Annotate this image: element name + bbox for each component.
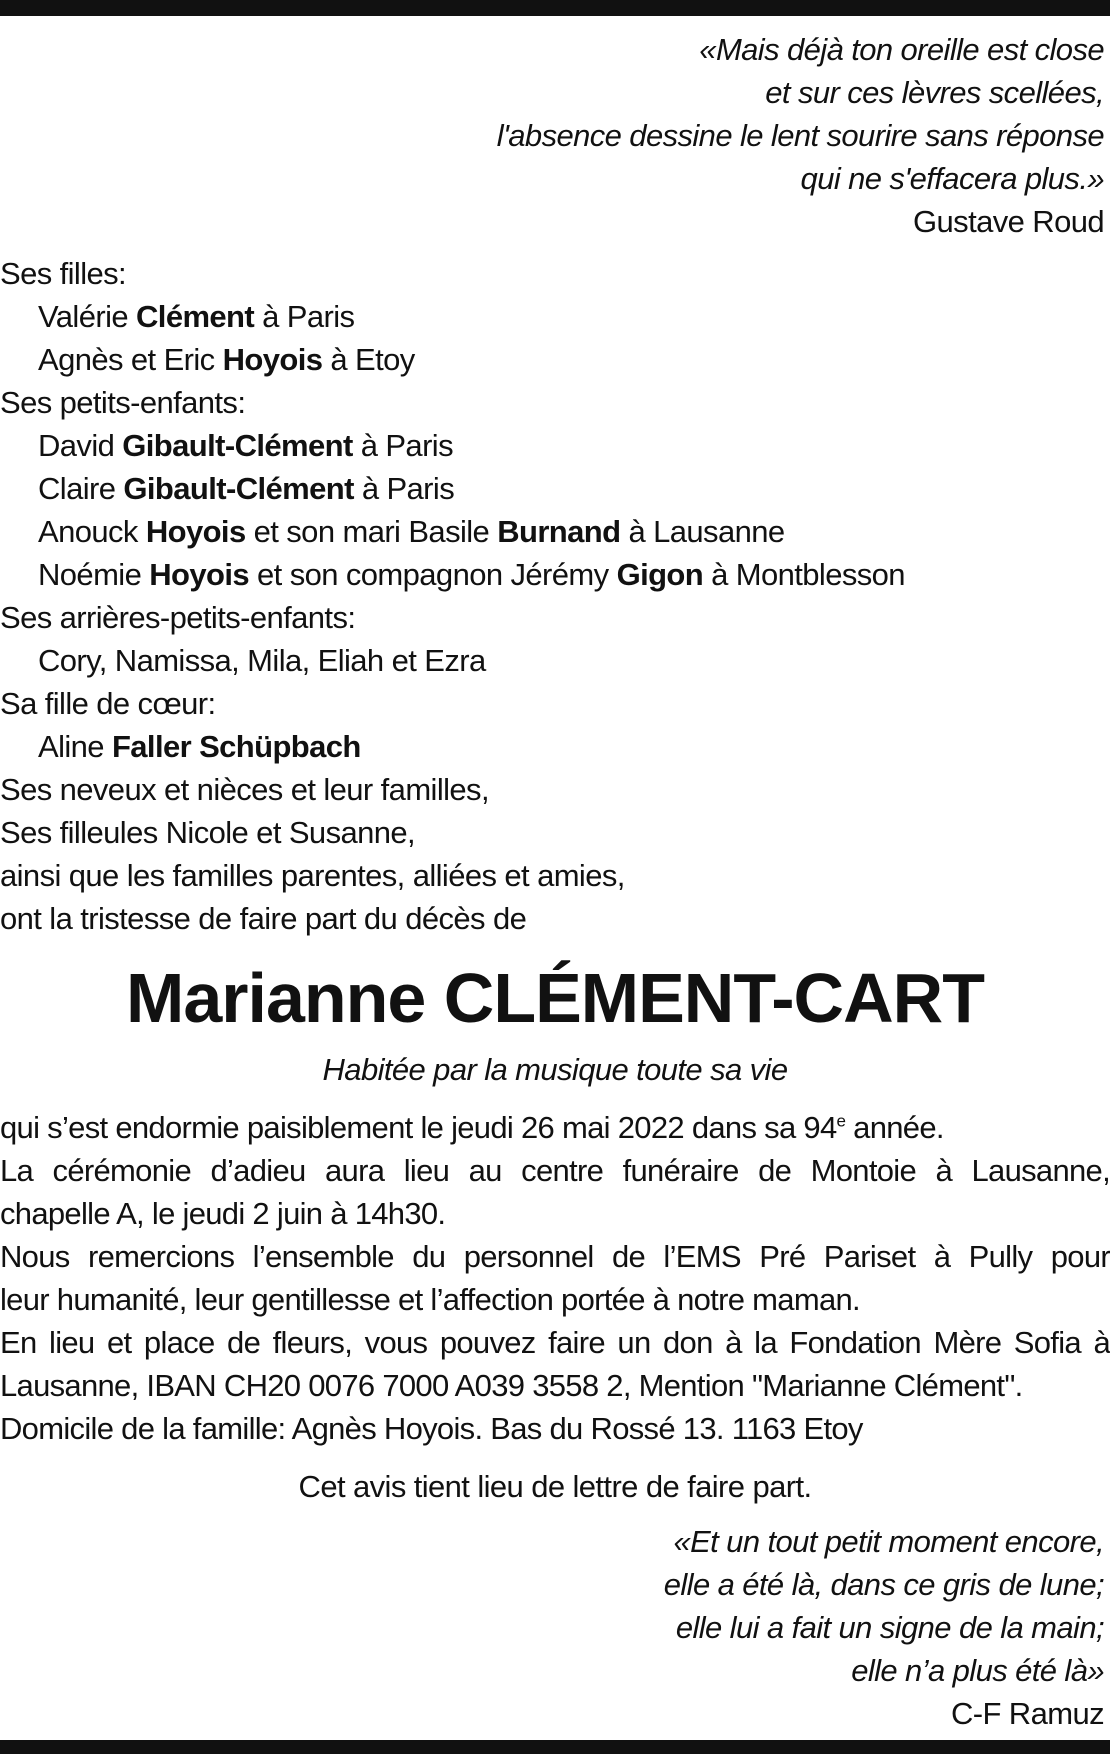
nephews-line: Ses neveux et nièces et leur familles, bbox=[0, 772, 489, 807]
daughters-heading: Ses filles: bbox=[0, 256, 127, 291]
quote-author: C-F Ramuz bbox=[950, 1696, 1104, 1731]
godchildren-line: Ses filleules Nicole et Susanne, bbox=[0, 815, 416, 850]
thanks-line: Nous remercions l’ensemble du personnel de l’EMS Pré Pariset à Pully pour bbox=[0, 1239, 1110, 1274]
family-member: Valérie Clément à Paris bbox=[38, 299, 355, 334]
bottom-border-rule bbox=[0, 1740, 1110, 1754]
closing-quote bbox=[664, 1520, 1104, 1735]
families-line: ainsi que les familles parentes, alliées et amies, bbox=[0, 858, 625, 893]
notice-line: Cet avis tient lieu de lettre de faire part. bbox=[298, 1469, 812, 1504]
heart-daughter-heading: Sa fille de cœur: bbox=[0, 686, 216, 721]
quote-line: qui ne s'effacera plus.» bbox=[800, 161, 1104, 196]
ceremony-line: chapelle A, le jeudi 2 juin à 14h30. bbox=[0, 1196, 446, 1231]
quote-line: l'absence dessine le lent sourire sans réponse bbox=[496, 118, 1104, 153]
top-border-rule bbox=[0, 0, 1110, 16]
family-member: Agnès et Eric Hoyois à Etoy bbox=[38, 342, 415, 377]
grandchildren-heading: Ses petits-enfants: bbox=[0, 385, 246, 420]
ceremony-line: La cérémonie d’adieu aura lieu au centre funéraire de Montoie à Lausanne, bbox=[0, 1153, 1110, 1188]
opening-quote bbox=[497, 28, 1104, 243]
great-grandchildren-heading: Ses arrières-petits-enfants: bbox=[0, 600, 356, 635]
quote-line: elle n’a plus été là» bbox=[851, 1653, 1104, 1688]
announcement-line: ont la tristesse de faire part du décès de bbox=[0, 901, 527, 936]
address-line: Domicile de la famille: Agnès Hoyois. Bas du Rossé 13. 1163 Etoy bbox=[0, 1411, 863, 1446]
family-member: Claire Gibault-Clément à Paris bbox=[38, 471, 455, 506]
family-member: Noémie Hoyois et son compagnon Jérémy Gigon à Montblesson bbox=[38, 557, 905, 592]
deceased-name: Marianne CLÉMENT-CART bbox=[126, 959, 984, 1037]
passing-line: qui s’est endormie paisiblement le jeudi 26 mai 2022 dans sa 94e année. bbox=[0, 1110, 944, 1145]
ceremony-details bbox=[0, 1106, 1110, 1450]
quote-line: «Et un tout petit moment encore, bbox=[673, 1524, 1104, 1559]
donation-line: Lausanne, IBAN CH20 0076 7000 A039 3558 2, Mention "Marianne Clément". bbox=[0, 1368, 1023, 1403]
quote-line: et sur ces lèvres scellées, bbox=[765, 75, 1104, 110]
family-member: Cory, Namissa, Mila, Eliah et Ezra bbox=[38, 643, 486, 678]
family-member: Anouck Hoyois et son mari Basile Burnand à Lausanne bbox=[38, 514, 785, 549]
donation-line: En lieu et place de fleurs, vous pouvez faire un don à la Fondation Mère Sofia à bbox=[0, 1325, 1110, 1360]
quote-line: elle a été là, dans ce gris de lune; bbox=[663, 1567, 1104, 1602]
quote-line: elle lui a fait un signe de la main; bbox=[675, 1610, 1104, 1645]
family-member: David Gibault-Clément à Paris bbox=[38, 428, 453, 463]
quote-line: «Mais déjà ton oreille est close bbox=[699, 32, 1104, 67]
quote-author: Gustave Roud bbox=[913, 204, 1104, 239]
family-member: Aline Faller Schüpbach bbox=[38, 729, 361, 764]
motto: Habitée par la musique toute sa vie bbox=[322, 1052, 788, 1087]
thanks-line: leur humanité, leur gentillesse et l’affection portée à notre maman. bbox=[0, 1282, 860, 1317]
family-list bbox=[0, 252, 1110, 940]
